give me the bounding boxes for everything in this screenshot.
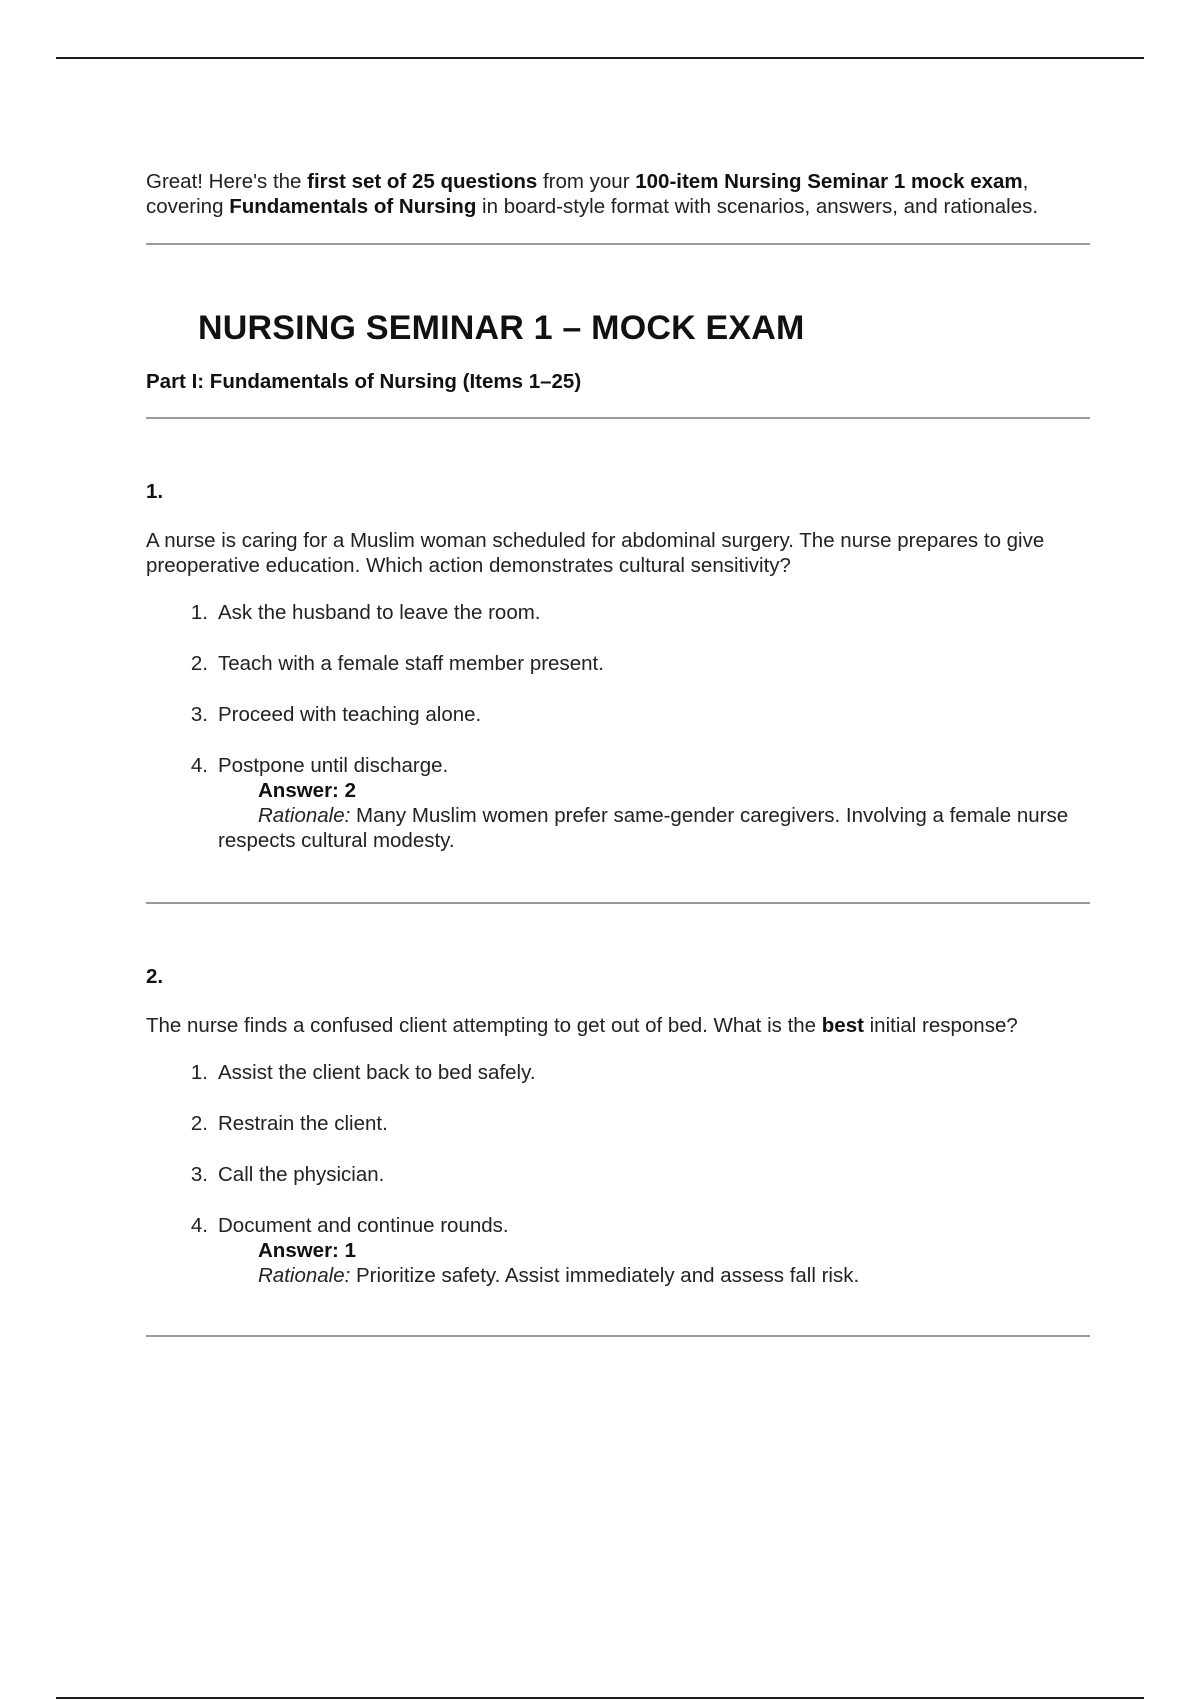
divider [146, 243, 1090, 245]
intro-text-3: , covering [146, 170, 1029, 218]
rationale-label: Rationale: [258, 1264, 351, 1287]
intro-text-4: in board-style format with scenarios, answers, and rationales. [476, 195, 1039, 218]
page-title: NURSING SEMINAR 1 – MOCK EXAM [198, 309, 805, 347]
page-bottom-rule [56, 1697, 1144, 1699]
option-text: Restrain the client. [218, 1112, 388, 1135]
question-stem: A nurse is caring for a Muslim woman scheduled for abdominal surgery. The nurse prepares to give preoperative education. Which action demonstrates cultural sensitivity? [146, 529, 1045, 577]
question-2 [146, 964, 1090, 1288]
answer-block [146, 778, 1090, 853]
option-item [146, 1111, 1090, 1136]
option-number: 1. [190, 601, 208, 624]
option-number: 4. [190, 754, 208, 777]
divider [146, 902, 1090, 904]
option-text: Document and continue rounds. [218, 1214, 509, 1237]
question-stem-text: The nurse finds a confused client attempting to get out of bed. What is the [146, 1014, 822, 1037]
option-text: Proceed with teaching alone. [218, 703, 482, 726]
option-number: 3. [190, 703, 208, 726]
option-item [146, 600, 1090, 625]
question-number: 2. [146, 965, 164, 988]
option-item [146, 1213, 1090, 1238]
answer-label: Answer: 2 [258, 779, 356, 802]
intro-text-1: Great! Here's the [146, 170, 308, 193]
question-stem-emphasis: best [821, 1014, 864, 1037]
option-list [146, 1060, 1090, 1238]
option-number: 1. [190, 1061, 208, 1084]
option-item [146, 651, 1090, 676]
option-item [146, 702, 1090, 727]
rationale-label: Rationale: [258, 804, 351, 827]
intro-bold-2: 100-item Nursing Seminar 1 mock exam [635, 170, 1023, 193]
page-top-rule [56, 57, 1144, 59]
rationale-text: Prioritize safety. Assist immediately and assess fall risk. [350, 1264, 860, 1287]
option-number: 2. [190, 1112, 208, 1135]
question-1 [146, 479, 1090, 853]
intro-bold-1: first set of 25 questions [307, 170, 538, 193]
part-heading: Part I: Fundamentals of Nursing (Items 1–25) [146, 370, 582, 393]
option-text: Postpone until discharge. [218, 754, 449, 777]
rationale-text: Many Muslim women prefer same-gender caregivers. Involving a female nurse respects cultural modesty. [218, 804, 1069, 852]
intro-bold-3: Fundamentals of Nursing [229, 195, 477, 218]
option-item [146, 1162, 1090, 1187]
question-stem-text-end: initial response? [863, 1014, 1018, 1037]
intro-text-2: from your [537, 170, 636, 193]
document-body [146, 169, 1090, 1337]
option-text: Teach with a female staff member present. [218, 652, 604, 675]
option-item [146, 1060, 1090, 1085]
option-text: Call the physician. [218, 1163, 385, 1186]
rationale [218, 803, 1090, 853]
divider [146, 1335, 1090, 1337]
question-stem [146, 1013, 1090, 1038]
answer-block [146, 1238, 1090, 1288]
divider [146, 417, 1090, 419]
option-list [146, 600, 1090, 778]
question-number: 1. [146, 480, 164, 503]
option-number: 2. [190, 652, 208, 675]
rationale [218, 1263, 1090, 1288]
option-item [146, 753, 1090, 778]
option-number: 3. [190, 1163, 208, 1186]
option-number: 4. [190, 1214, 208, 1237]
intro-paragraph [146, 169, 1090, 219]
answer-label: Answer: 1 [258, 1239, 356, 1262]
option-text: Assist the client back to bed safely. [218, 1061, 536, 1084]
option-text: Ask the husband to leave the room. [218, 601, 541, 624]
